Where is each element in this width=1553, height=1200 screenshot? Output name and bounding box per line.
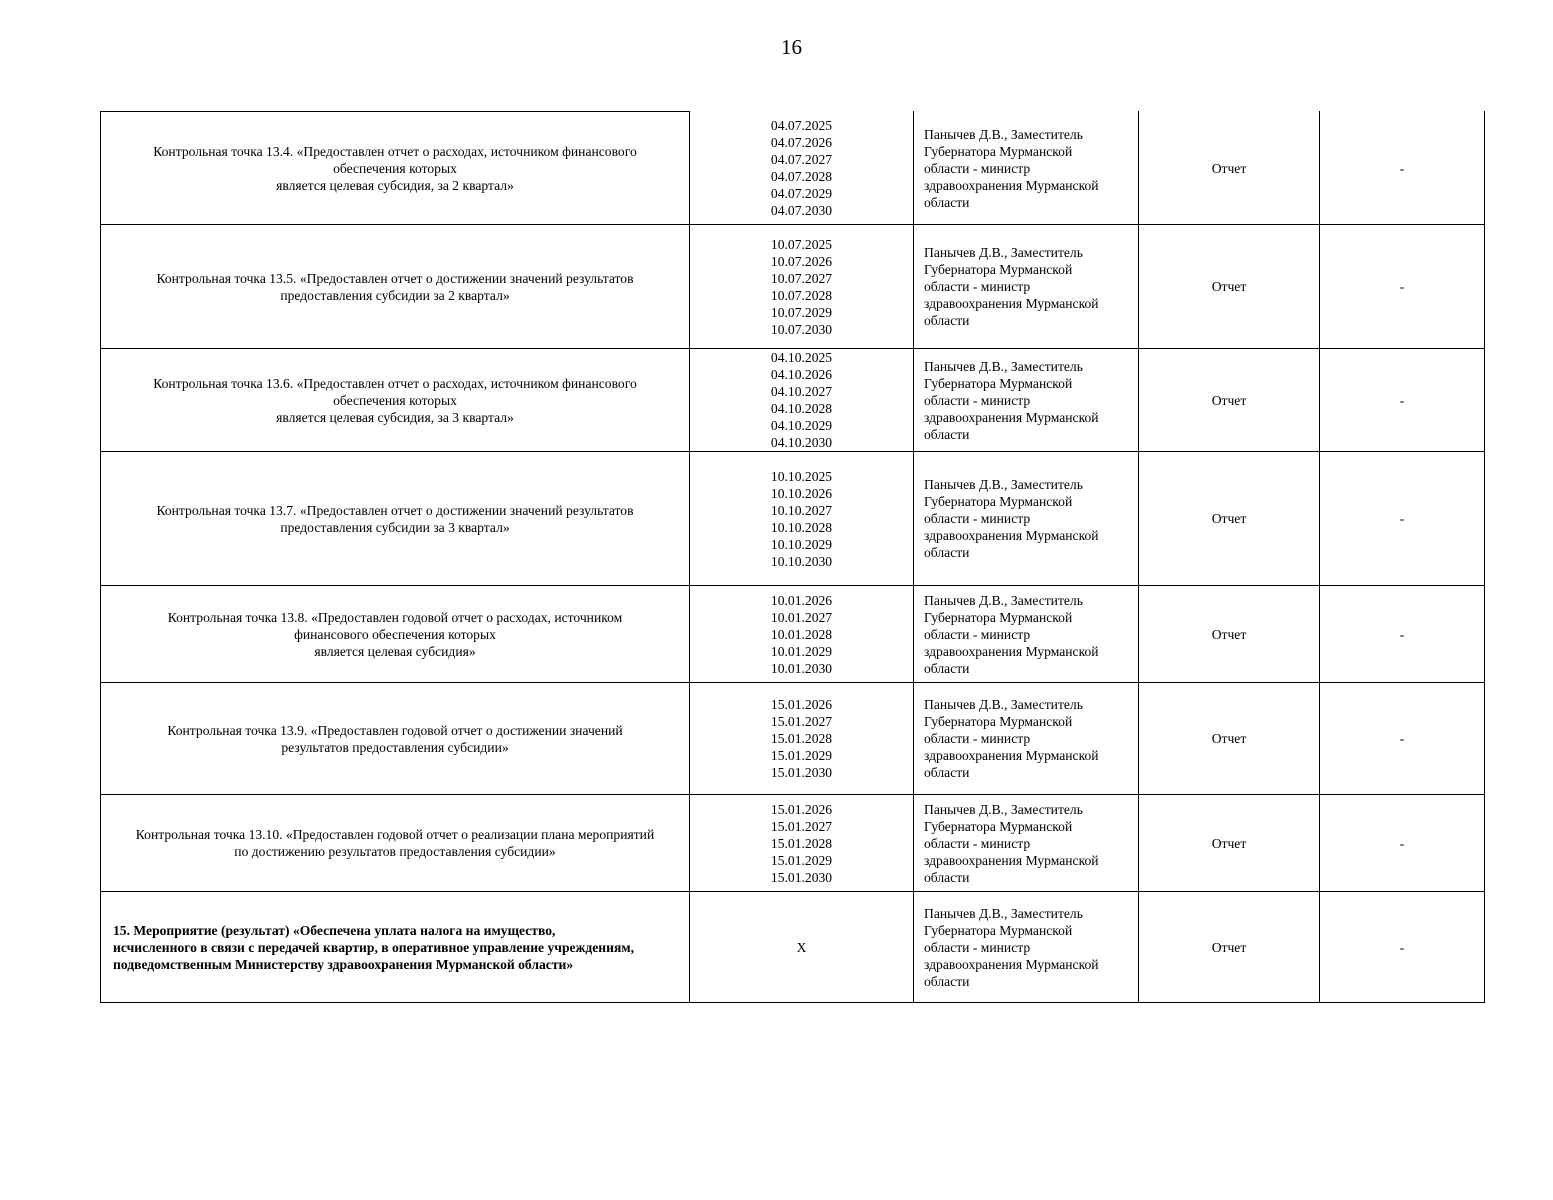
deadline-dates-cell: [690, 349, 914, 452]
table-row: [101, 586, 1485, 683]
responsible-line: здравоохранения Мурманской: [924, 528, 1099, 543]
control-point-name-line: по достижению результатов предоставления субсидии»: [234, 844, 556, 859]
responsible-line: области: [924, 194, 970, 210]
activity-name-line: исчисленного в связи с передачей квартир, в оперативное управление учреждениям,: [113, 939, 634, 955]
deadline-date: 04.07.2029: [770, 186, 833, 201]
note-cell: -: [1320, 795, 1485, 892]
responsible-line: области - министр: [924, 939, 1031, 955]
responsible-line: здравоохранения Мурманской: [924, 748, 1099, 763]
control-point-name-line: результатов предоставления субсидии»: [281, 739, 509, 755]
responsible-line: Панычев Д.В., Заместитель: [924, 245, 1083, 260]
control-point-name-line: является целевая субсидия, за 2 квартал»: [276, 177, 514, 193]
control-point-name-line: Контрольная точка 13.4. «Предоставлен отчет о расходах, источником финансового: [153, 143, 637, 159]
note-cell: -: [1320, 683, 1485, 795]
responsible-line: Панычев Д.В., Заместитель: [924, 126, 1083, 142]
deadline-date: 10.10.2030: [770, 553, 833, 569]
responsible-line: Панычев Д.В., Заместитель: [924, 477, 1083, 492]
responsible-line: Губернатора Мурманской: [924, 609, 1073, 625]
control-point-name-line: Контрольная точка 13.9. «Предоставлен годовой отчет о достижении значений: [167, 722, 623, 738]
control-point-name-line: предоставления субсидии за 2 квартал»: [280, 287, 510, 303]
deadline-date: 10.01.2027: [770, 609, 833, 625]
responsible-line: Губернатора Мурманской: [924, 714, 1073, 729]
note-cell: -: [1320, 452, 1485, 586]
deadline-date: 04.07.2025: [770, 118, 833, 133]
responsible-line: здравоохранения Мурманской: [924, 409, 1099, 425]
deadline-date: 15.01.2026: [770, 801, 833, 817]
responsible-person-cell: [914, 586, 1139, 683]
deadline-date: 15.01.2029: [770, 748, 833, 763]
responsible-line: здравоохранения Мурманской: [924, 852, 1099, 868]
deadline-date: 04.10.2027: [770, 384, 833, 399]
responsible-line: Панычев Д.В., Заместитель: [924, 592, 1083, 608]
deadline-date: 04.07.2028: [770, 169, 833, 184]
table-row: [101, 349, 1485, 452]
deadline-date: 10.10.2025: [770, 468, 833, 484]
deadline-date: 10.01.2026: [770, 592, 833, 608]
responsible-line: Губернатора Мурманской: [924, 494, 1073, 509]
deadline-dates-cell: [690, 586, 914, 683]
deadline-date: 04.07.2026: [770, 135, 833, 150]
responsible-person-cell: [914, 683, 1139, 795]
deadline-date: 10.07.2027: [770, 270, 833, 286]
deadline-date: 10.01.2030: [770, 660, 833, 676]
page-number: 16: [781, 35, 802, 59]
activity-name-line: 15. Мероприятие (результат) «Обеспечена уплата налога на имущество,: [113, 922, 556, 938]
deadline-date: X: [796, 939, 807, 955]
control-point-name-cell: [101, 586, 690, 683]
responsible-line: области - министр: [924, 731, 1031, 746]
responsible-person-cell: [914, 112, 1139, 225]
document-type-cell: Отчет: [1139, 892, 1320, 1003]
deadline-date: 04.07.2030: [770, 203, 833, 218]
deadline-date: 04.10.2025: [770, 350, 833, 365]
deadline-date: 10.07.2030: [770, 321, 833, 337]
document-type-cell: Отчет: [1139, 586, 1320, 683]
deadline-dates-cell: [690, 112, 914, 225]
responsible-person-cell: [914, 225, 1139, 349]
control-point-name-line: финансового обеспечения которых: [294, 626, 496, 642]
deadline-date: 04.10.2026: [770, 367, 833, 382]
control-point-name-cell: [101, 112, 690, 225]
note-cell: -: [1320, 349, 1485, 452]
deadline-dates-cell: [690, 892, 914, 1003]
responsible-line: Панычев Д.В., Заместитель: [924, 801, 1083, 817]
control-point-name-line: предоставления субсидии за 3 квартал»: [280, 519, 510, 535]
table-row: [101, 892, 1485, 1003]
responsible-line: здравоохранения Мурманской: [924, 177, 1099, 193]
responsible-person-cell: [914, 892, 1139, 1003]
control-point-name-line: является целевая субсидия, за 3 квартал»: [276, 409, 514, 425]
deadline-date: 15.01.2030: [770, 765, 833, 780]
deadline-date: 04.10.2028: [770, 401, 833, 416]
control-point-name-line: Контрольная точка 13.6. «Предоставлен отчет о расходах, источником финансового: [153, 375, 637, 391]
responsible-line: Панычев Д.В., Заместитель: [924, 905, 1083, 921]
control-points-table: [100, 111, 1485, 1003]
document-type-cell: Отчет: [1139, 349, 1320, 452]
deadline-date: 15.01.2028: [770, 835, 833, 851]
control-point-name-line: Контрольная точка 13.8. «Предоставлен годовой отчет о расходах, источником: [167, 609, 623, 625]
table-row: [101, 683, 1485, 795]
responsible-line: Панычев Д.В., Заместитель: [924, 358, 1083, 374]
document-type-cell: Отчет: [1139, 112, 1320, 225]
deadline-date: 10.10.2027: [770, 502, 833, 518]
deadline-date: 15.01.2030: [770, 869, 833, 885]
deadline-date: 10.10.2026: [770, 485, 833, 501]
deadline-date: 15.01.2029: [770, 852, 833, 868]
note-cell: -: [1320, 892, 1485, 1003]
responsible-line: области - министр: [924, 279, 1031, 294]
control-point-name-line: Контрольная точка 13.10. «Предоставлен годовой отчет о реализации плана мероприятий: [135, 827, 655, 842]
table-row: [101, 452, 1485, 586]
deadline-date: 04.07.2027: [770, 152, 833, 167]
responsible-line: области - министр: [924, 835, 1031, 851]
deadline-date: 10.07.2026: [770, 253, 833, 269]
deadline-date: 10.07.2025: [770, 236, 833, 252]
deadline-date: 15.01.2027: [770, 714, 833, 729]
responsible-line: области - министр: [924, 160, 1031, 176]
responsible-line: области: [924, 869, 970, 885]
control-point-name-line: Контрольная точка 13.7. «Предоставлен отчет о достижении значений результатов: [156, 502, 634, 518]
control-point-name-cell: [101, 225, 690, 349]
responsible-line: Губернатора Мурманской: [924, 262, 1073, 277]
control-point-name-line: обеспечения которых: [333, 392, 457, 408]
responsible-line: Губернатора Мурманской: [924, 818, 1073, 834]
deadline-date: 15.01.2026: [770, 697, 833, 712]
responsible-line: области: [924, 313, 970, 328]
deadline-date: 15.01.2027: [770, 818, 833, 834]
deadline-dates-cell: [690, 452, 914, 586]
responsible-person-cell: [914, 795, 1139, 892]
deadline-date: 10.07.2029: [770, 304, 833, 320]
responsible-line: здравоохранения Мурманской: [924, 296, 1099, 311]
note-cell: -: [1320, 112, 1485, 225]
deadline-date: 15.01.2028: [770, 731, 833, 746]
responsible-line: области: [924, 426, 970, 442]
responsible-line: Панычев Д.В., Заместитель: [924, 697, 1083, 712]
control-point-name-line: является целевая субсидия»: [314, 643, 476, 659]
table-row: [101, 112, 1485, 225]
control-point-name-line: Контрольная точка 13.5. «Предоставлен отчет о достижении значений результатов: [156, 270, 634, 286]
deadline-dates-cell: [690, 683, 914, 795]
responsible-line: здравоохранения Мурманской: [924, 643, 1099, 659]
table-row: [101, 225, 1485, 349]
document-type-cell: Отчет: [1139, 452, 1320, 586]
deadline-date: 10.10.2029: [770, 536, 833, 552]
deadline-date: 04.10.2030: [770, 435, 833, 450]
responsible-line: области: [924, 660, 970, 676]
responsible-person-cell: [914, 452, 1139, 586]
document-type-cell: Отчет: [1139, 683, 1320, 795]
activity-name-cell: [101, 892, 690, 1003]
deadline-date: 04.10.2029: [770, 418, 833, 433]
deadline-date: 10.10.2028: [770, 519, 833, 535]
deadline-date: 10.01.2029: [770, 643, 833, 659]
table-row: [101, 795, 1485, 892]
control-point-name-line: обеспечения которых: [333, 160, 457, 176]
deadline-dates-cell: [690, 795, 914, 892]
control-point-name-cell: [101, 452, 690, 586]
note-cell: -: [1320, 586, 1485, 683]
responsible-line: области: [924, 765, 970, 780]
responsible-line: здравоохранения Мурманской: [924, 956, 1099, 972]
responsible-line: Губернатора Мурманской: [924, 143, 1073, 159]
responsible-line: области: [924, 973, 970, 989]
control-point-name-cell: [101, 795, 690, 892]
responsible-line: области - министр: [924, 626, 1031, 642]
responsible-line: Губернатора Мурманской: [924, 375, 1073, 391]
control-point-name-cell: [101, 349, 690, 452]
document-type-cell: Отчет: [1139, 225, 1320, 349]
responsible-line: Губернатора Мурманской: [924, 922, 1073, 938]
deadline-date: 10.07.2028: [770, 287, 833, 303]
activity-name-line: подведомственным Министерству здравоохранения Мурманской области»: [113, 956, 574, 972]
responsible-line: области - министр: [924, 392, 1031, 408]
deadline-date: 10.01.2028: [770, 626, 833, 642]
responsible-line: области: [924, 545, 970, 560]
responsible-line: области - министр: [924, 511, 1031, 526]
control-point-name-cell: [101, 683, 690, 795]
deadline-dates-cell: [690, 225, 914, 349]
responsible-person-cell: [914, 349, 1139, 452]
document-type-cell: Отчет: [1139, 795, 1320, 892]
note-cell: -: [1320, 225, 1485, 349]
